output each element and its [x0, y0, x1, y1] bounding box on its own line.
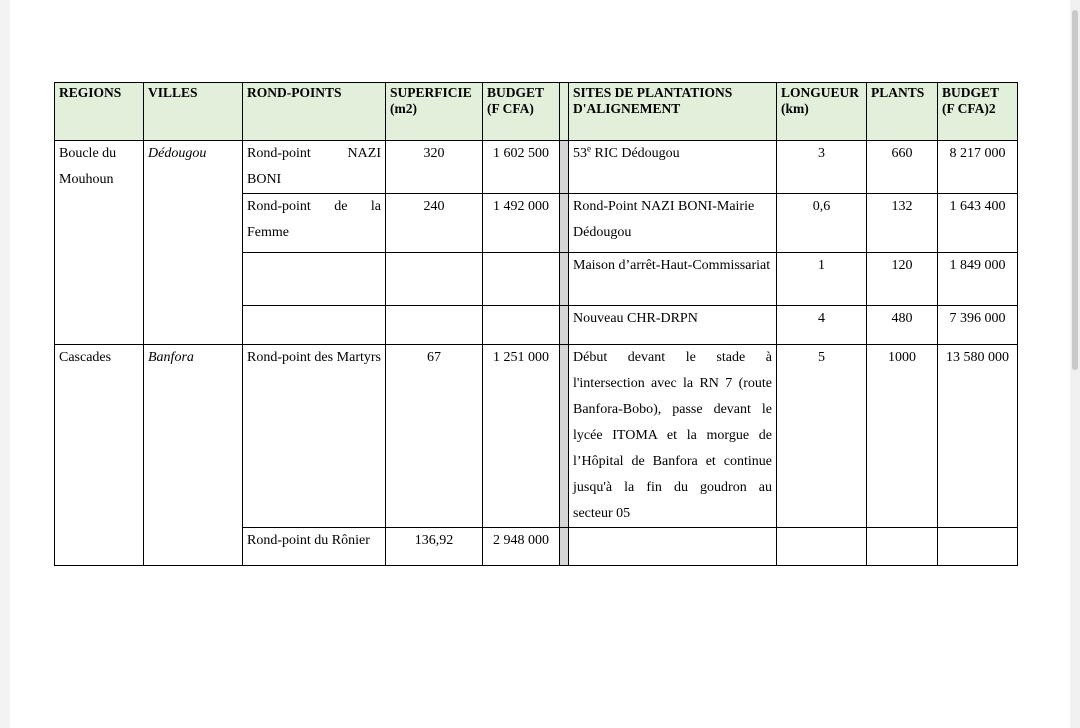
header-superficie: SUPERFICIE (m2) [386, 83, 483, 141]
vertical-scrollbar[interactable] [1070, 0, 1080, 728]
header-plants: PLANTS [867, 83, 938, 141]
superficie-cell [386, 306, 483, 345]
header-sites: SITES DE PLANTATIONS D'ALIGNEMENT [569, 83, 777, 141]
budget-cell [483, 306, 560, 345]
header-villes: VILLES [144, 83, 243, 141]
table-row [55, 345, 1018, 528]
header-budget: BUDGET (F CFA) [483, 83, 560, 141]
plants-cell [867, 528, 938, 566]
longueur-cell: 0,6 [777, 194, 867, 253]
gap-cell [560, 528, 569, 566]
gap-cell [560, 253, 569, 306]
region-cell: Cascades [55, 345, 144, 566]
region-cell: Boucle du Mouhoun [55, 141, 144, 345]
budget-cell: 1 251 000 [483, 345, 560, 528]
superficie-cell: 320 [386, 141, 483, 194]
site-cell: Maison d’arrêt-Haut-Commissariat [569, 253, 777, 306]
plants-cell: 660 [867, 141, 938, 194]
site-cell: Début devant le stade à l'intersection avec la RN 7 (route Banfora-Bobo), passe devant le lycée ITOMA et la morgue de l’Hôpital de Banfora et continue jusqu'à la fin du goudron au secteur 05 [569, 345, 777, 528]
rond-point-cell: Rond-point des Martyrs [243, 345, 386, 528]
budget-cell [483, 253, 560, 306]
site-cell: Rond-Point NAZI BONI-Mairie Dédougou [569, 194, 777, 253]
budget-cell: 1 492 000 [483, 194, 560, 253]
budget2-cell: 1 643 400 [938, 194, 1018, 253]
rond-point-cell: Rond-point de la Femme [243, 194, 386, 253]
site-cell [569, 528, 777, 566]
superficie-cell: 67 [386, 345, 483, 528]
longueur-cell: 1 [777, 253, 867, 306]
plants-cell: 1000 [867, 345, 938, 528]
budget-cell: 1 602 500 [483, 141, 560, 194]
budget2-cell: 7 396 000 [938, 306, 1018, 345]
plants-cell: 120 [867, 253, 938, 306]
budget2-cell: 1 849 000 [938, 253, 1018, 306]
superficie-cell [386, 253, 483, 306]
table-row [55, 141, 1018, 194]
header-budget-2: BUDGET (F CFA)2 [938, 83, 1018, 141]
document-page [10, 0, 1070, 728]
gap-cell [560, 194, 569, 253]
header-longueur: LONGUEUR (km) [777, 83, 867, 141]
budget-cell: 2 948 000 [483, 528, 560, 566]
budget2-cell: 8 217 000 [938, 141, 1018, 194]
longueur-cell: 5 [777, 345, 867, 528]
longueur-cell: 4 [777, 306, 867, 345]
budget2-cell [938, 528, 1018, 566]
header-gap [560, 83, 569, 141]
superficie-cell: 136,92 [386, 528, 483, 566]
header-rond-points: ROND-POINTS [243, 83, 386, 141]
ville-cell: Banfora [144, 345, 243, 566]
budget2-cell: 13 580 000 [938, 345, 1018, 528]
gap-cell [560, 306, 569, 345]
superficie-cell: 240 [386, 194, 483, 253]
site-cell: Nouveau CHR-DRPN [569, 306, 777, 345]
scrollbar-thumb[interactable] [1072, 10, 1078, 370]
ville-cell: Dédougou [144, 141, 243, 345]
rond-point-cell [243, 253, 386, 306]
rond-point-cell [243, 306, 386, 345]
site-cell: 53e RIC Dédougou [569, 141, 777, 194]
header-regions: REGIONS [55, 83, 144, 141]
rond-point-cell: Rond-point NAZI BONI [243, 141, 386, 194]
gap-cell [560, 345, 569, 528]
plantation-table [54, 82, 1018, 566]
gap-cell [560, 141, 569, 194]
plants-cell: 480 [867, 306, 938, 345]
header-row [55, 83, 1018, 141]
plants-cell: 132 [867, 194, 938, 253]
longueur-cell: 3 [777, 141, 867, 194]
rond-point-cell: Rond-point du Rônier [243, 528, 386, 566]
longueur-cell [777, 528, 867, 566]
